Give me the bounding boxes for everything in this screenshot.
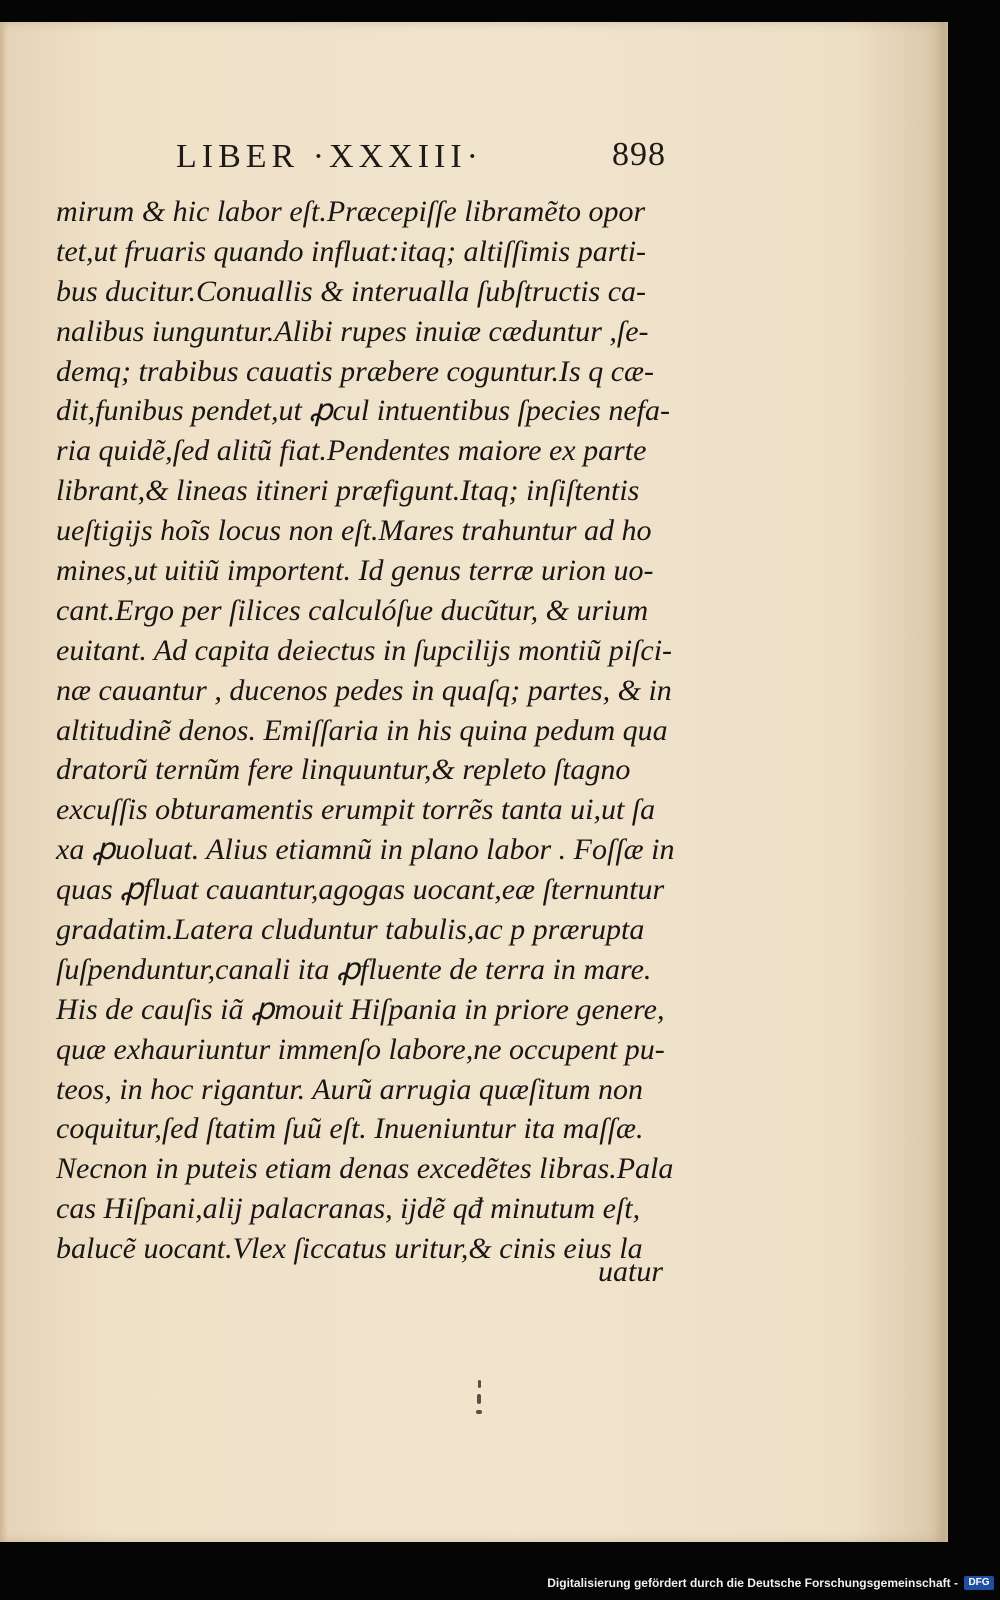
text-line: næ cauantur , ducenos pedes in quaſq; partes, & in [56,673,672,707]
page-gutter-shadow [0,22,8,1542]
digitization-footer [0,1574,1000,1594]
text-line: bus ducitur.Conuallis & interualla ſubſtructis ca- [56,274,647,308]
text-line: altitudinẽ denos. Emiſſaria in his quina pedum qua [56,713,668,747]
text-line: dit,funibus pendet,ut ꝓcul intuentibus ſpecies nefa- [56,394,670,428]
text-line: quas ꝓfluat cauantur,agogas uocant,eæ ſternuntur [56,873,665,907]
text-line: cas Hiſpani,alij palacranas, ijdẽ qđ minutum eſt, [56,1192,641,1226]
text-line: tet,ut fruaris quando influat:itaq; altiſſimis parti- [56,234,647,268]
text-line: mirum & hic labor eſt.Præcepiſſe libramẽto opor [56,195,646,228]
dfg-logo: DFG [964,1576,994,1590]
text-line: balucẽ uocant.Vlex ſiccatus uritur,& cinis eius la [56,1232,643,1266]
text-line: His de cauſis iã ꝓmouit Hiſpania in priore genere, [56,992,665,1026]
page-header [176,138,666,178]
text-line: teos, in hoc rigantur. Aurũ arrugia quæſitum non [56,1072,643,1106]
text-line: librant,& lineas itineri præfigunt.Itaq; inſiſtentis [56,474,640,508]
text-line: demq; trabibus cauatis præbere coguntur.Is q cæ- [56,354,655,388]
printer-ornament-mark [474,1380,484,1420]
book-page [0,22,948,1542]
funding-credit: Digitalisierung gefördert durch die Deutsche Forschungsgemeinschaft - [547,1576,958,1590]
text-line: cant.Ergo per ſilices calculóſue ducũtur, & urium [56,593,649,627]
text-line: gradatim.Latera cluduntur tabulis,ac p prærupta [56,913,645,947]
text-line: ſuſpenduntur,canali ita ꝓfluente de terra in mare. [56,952,652,986]
text-line: quæ exhauriuntur immenſo labore,ne occupent pu- [56,1032,665,1066]
text-line: ria quidẽ,ſed alitũ fiat.Pendentes maiore ex parte [56,434,647,468]
text-line: coquitur,ſed ſtatim ſuũ eſt. Inueniuntur ita maſſæ. [56,1112,644,1146]
page-number: 898 [612,136,666,173]
body-text [56,192,696,1269]
text-line: excuſſis obturamentis erumpit torrẽs tanta ui,ut ſa [56,793,656,827]
running-title: LIBER ·XXXIII· [176,138,483,175]
text-line: mines,ut uitiũ importent. Id genus terræ urion uo- [56,554,654,588]
text-line: Necnon in puteis etiam denas excedẽtes libras.Pala [56,1152,674,1186]
catchword: uatur [598,1255,664,1288]
text-line: xa ꝓuoluat. Alius etiamnũ in plano labor . Foſſæ in [56,833,675,867]
text-line: nalibus iunguntur.Alibi rupes inuiæ cæduntur ,ſe- [56,314,649,348]
text-line: euitant. Ad capita deiectus in ſupcilijs montiũ piſci- [56,633,673,667]
text-line: dratorũ ternũm fere linquuntur,& repleto ſtagno [56,753,631,787]
text-line: ueſtigijs hoĩs locus non eſt.Mares trahuntur ad ho [56,514,652,548]
